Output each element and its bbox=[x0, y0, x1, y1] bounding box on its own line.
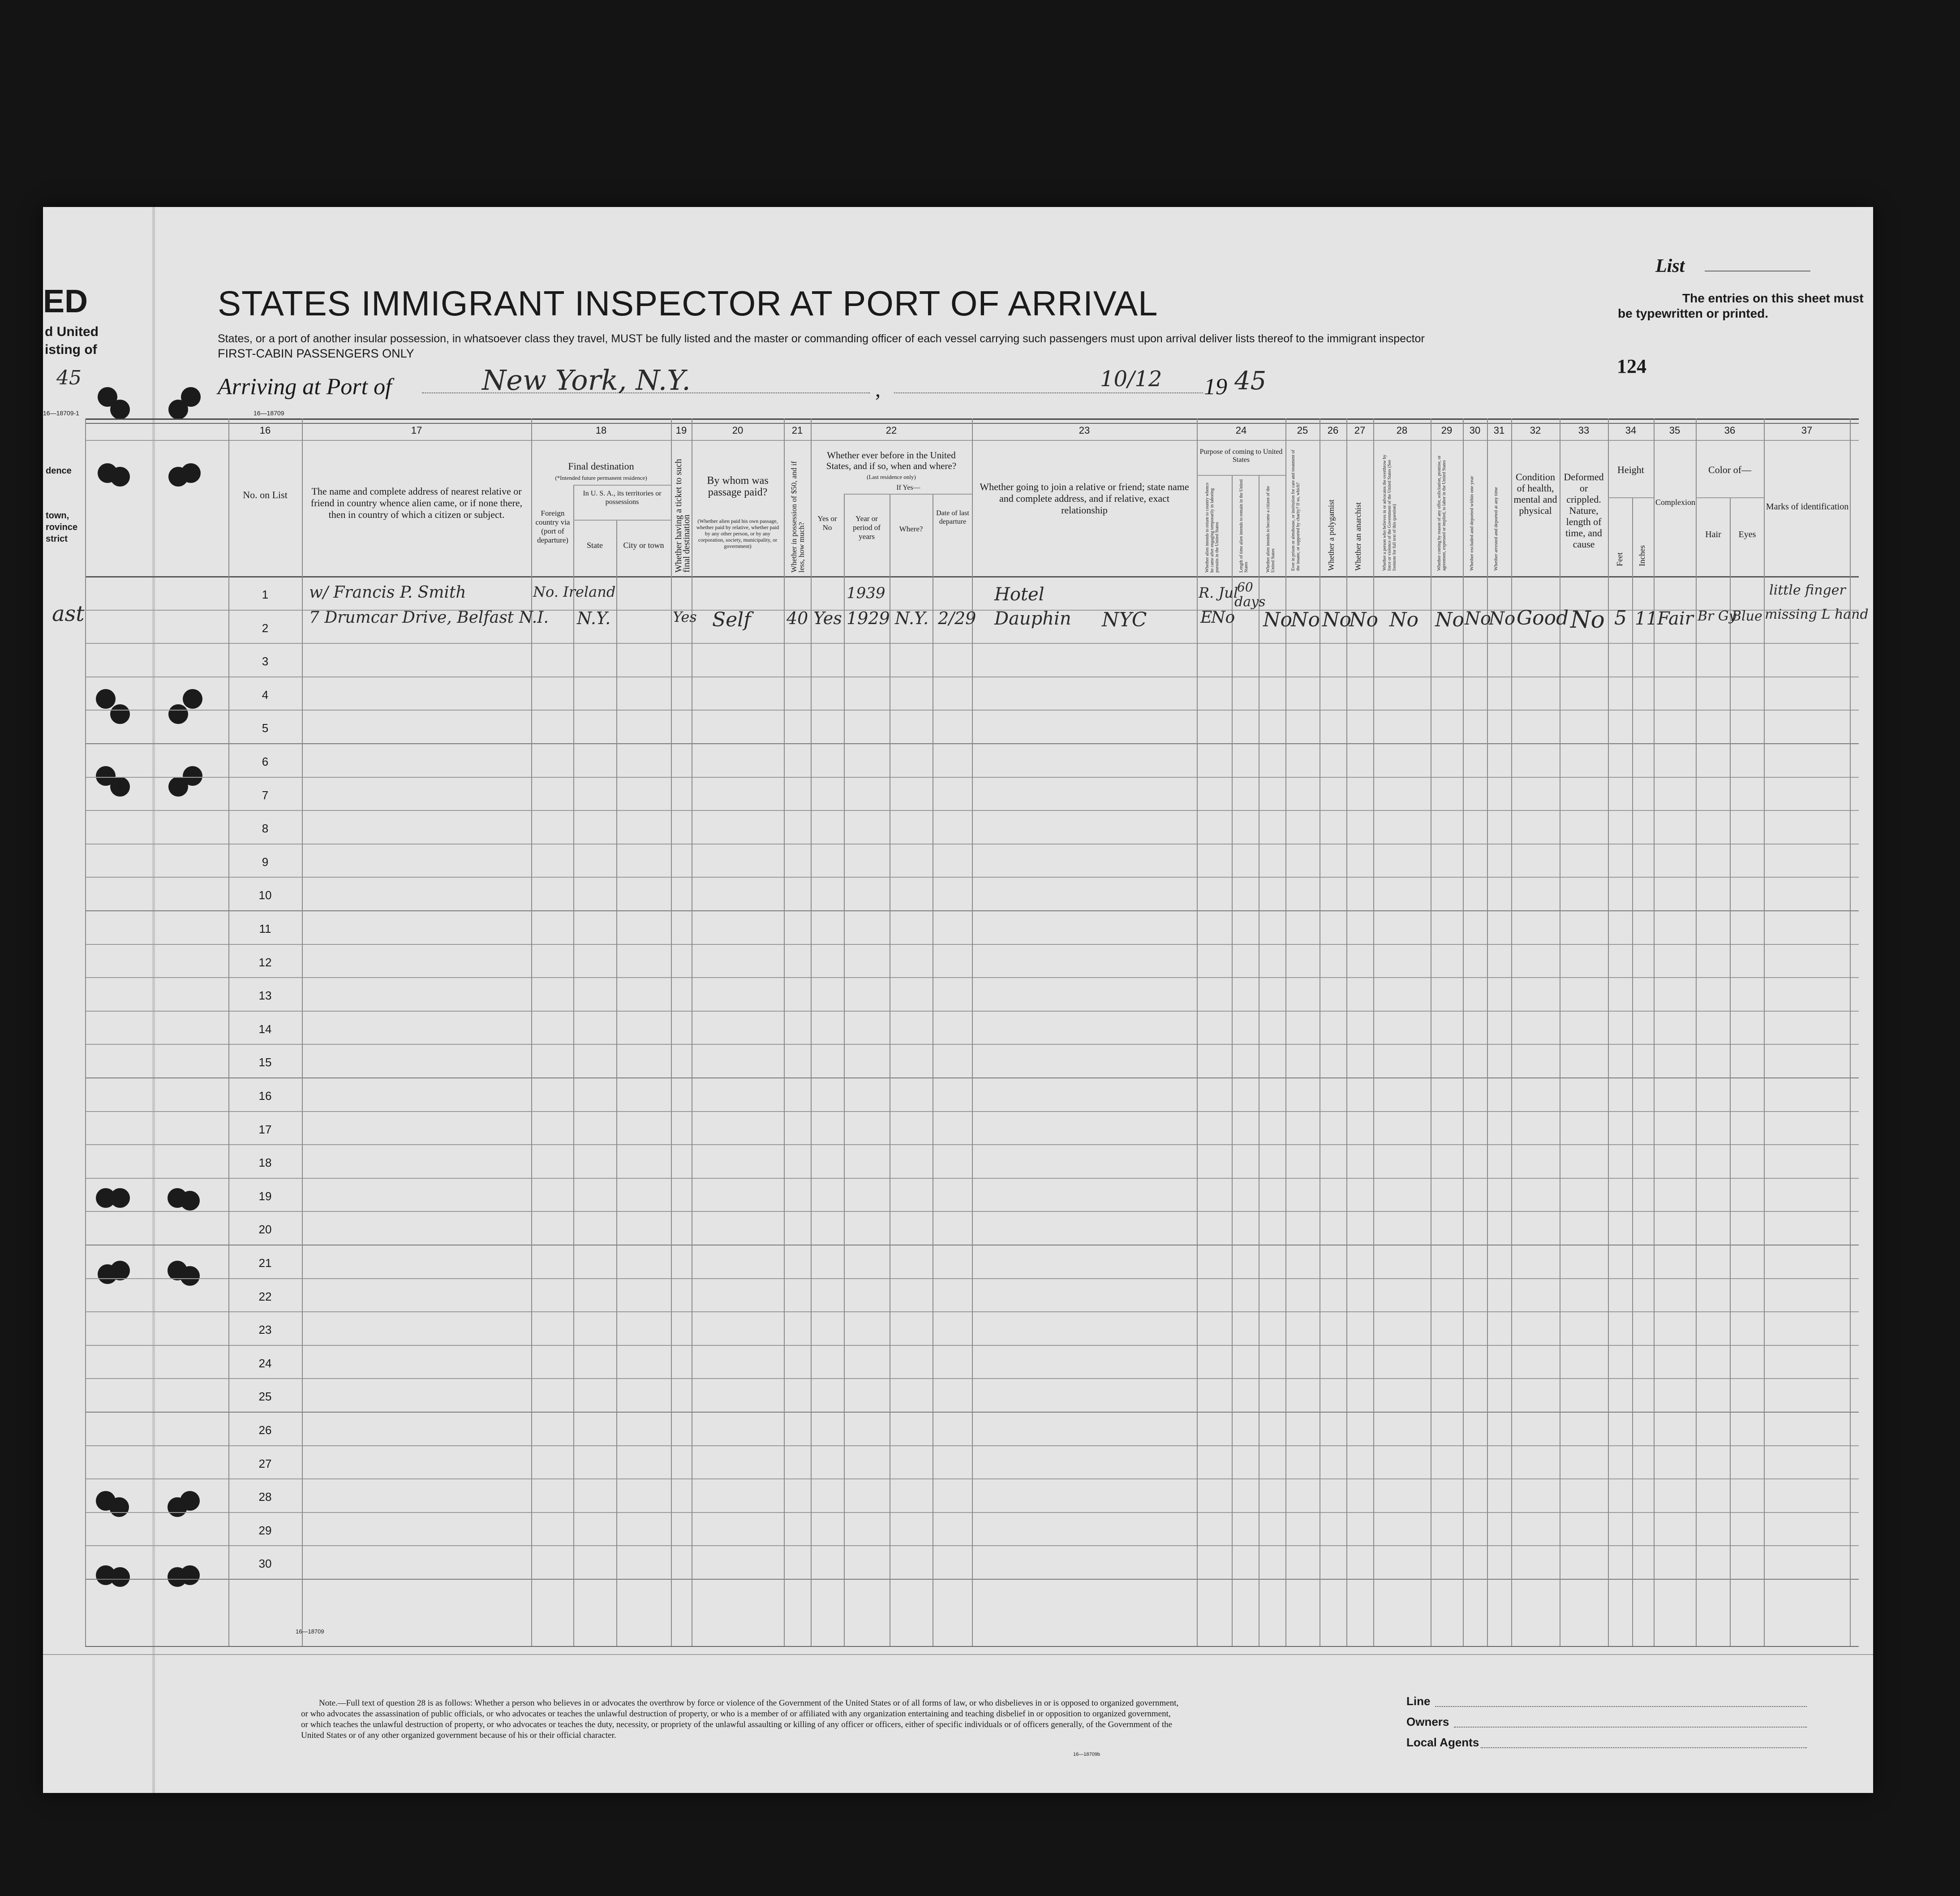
header-height: Height bbox=[1617, 464, 1644, 475]
sheet-number: 124 bbox=[1617, 355, 1646, 377]
row-number: 22 bbox=[258, 1290, 272, 1303]
row-number: 24 bbox=[258, 1357, 272, 1370]
stub-residence: dence bbox=[46, 466, 72, 476]
port-value: New York, N.Y. bbox=[482, 364, 691, 396]
row-number: 27 bbox=[258, 1457, 272, 1470]
stub-town-1: town, bbox=[46, 511, 69, 521]
header-paid-by: By whom was passage paid? bbox=[707, 475, 769, 498]
header-hair: Hair bbox=[1705, 530, 1721, 539]
col-num-35: 35 bbox=[1669, 425, 1681, 436]
col-num-16: 16 bbox=[259, 425, 271, 436]
list-label: List bbox=[1655, 256, 1685, 276]
footnote-question-28: Note.—Full text of question 28 is as follows: Whether a person who believes in or advocates the overthrow by force or violence of the Government of the United States or of all forms of law, or who disbelieves in or is opposed to organized government, or who advocates the assassination of public officials, or who advocates or teaches the unlawful destruction of property, or who is a member of or affiliated with any organization entertaining and teaching disbelief in or opposition to organized government, or which teaches the unlawful destruction of property, or who advocates or teaches the duty, necessity, or propriety of the unlawful assaulting or killing of any officer or officers, either of specific individuals or of officers generally, of the Government of the United States or of any other organized government because of his or their official character. bbox=[301, 1698, 1179, 1740]
entries-note-2: be typewritten or printed. bbox=[1618, 306, 1769, 320]
row-number: 29 bbox=[258, 1524, 272, 1537]
header-city: City or town bbox=[623, 541, 664, 550]
col-num-22: 22 bbox=[885, 425, 897, 436]
entry-ever-before: Yes bbox=[813, 608, 842, 628]
entry-marks-1: little finger bbox=[1769, 582, 1846, 598]
row-number: 30 bbox=[258, 1557, 272, 1570]
manifest-table bbox=[85, 418, 1869, 1646]
entry-length-1: 60 bbox=[1237, 580, 1253, 595]
row-number: 3 bbox=[262, 655, 269, 668]
col-num-29: 29 bbox=[1441, 425, 1453, 436]
header-ever-before-sub: (Last residence only) bbox=[867, 474, 916, 480]
footer-line-label: Line bbox=[1406, 1694, 1431, 1708]
col-num-24: 24 bbox=[1235, 425, 1247, 436]
header-purpose-length: Length of time alien intends to remain in the United States bbox=[1239, 479, 1249, 573]
stub-handwritten: ast bbox=[52, 601, 85, 626]
header-labor-offer: Whether coming by reason of any offer, solicitation, promise, or agreement, expressed or implied, to labor in the United States bbox=[1437, 455, 1447, 571]
entry-arrested: No bbox=[1489, 608, 1516, 629]
col-num-30: 30 bbox=[1469, 425, 1481, 436]
header-ever-before: Whether ever before in the United States, and if so, when and where? bbox=[826, 450, 957, 471]
col-num-23: 23 bbox=[1079, 425, 1090, 436]
col-num-25: 25 bbox=[1297, 425, 1308, 436]
row-number: 18 bbox=[258, 1156, 272, 1169]
row-number: 23 bbox=[258, 1323, 272, 1336]
header-color: Color of— bbox=[1708, 464, 1751, 475]
entry-paid-by: Self bbox=[712, 608, 751, 631]
header-ticket: Whether having a ticket to such final destination bbox=[674, 459, 692, 573]
row-number: 15 bbox=[258, 1056, 272, 1069]
row-number: 14 bbox=[258, 1022, 272, 1036]
entry-feet: 5 bbox=[1614, 607, 1627, 629]
header-overthrow: Whether a person who believes in or advocates the overthrow by force or violence of the Government of the United States (See footnote for full text of this question) bbox=[1382, 454, 1397, 571]
row-number: 11 bbox=[259, 922, 271, 935]
col-num-21: 21 bbox=[791, 425, 803, 436]
header-join-relative: Whether going to join a relative or friend; state name and complete address, and if relative, exact relationship bbox=[980, 481, 1189, 516]
entry-eyes: Blue bbox=[1732, 608, 1762, 624]
row-number: 2 bbox=[262, 621, 269, 635]
footer-agents-label: Local Agents bbox=[1406, 1736, 1479, 1749]
header-foreign-country: Foreign country via (port of departure) bbox=[535, 509, 570, 544]
entry-year-2: 1929 bbox=[847, 608, 890, 628]
entry-money: 40 bbox=[787, 608, 808, 628]
entry-purpose-no: No bbox=[1211, 608, 1235, 627]
entry-marks-2: missing L hand bbox=[1765, 607, 1869, 622]
header-date-departure: Date of last departure bbox=[936, 509, 969, 526]
col-num-20: 20 bbox=[732, 425, 744, 436]
header-health: Condition of health, mental and physical bbox=[1513, 471, 1557, 516]
header-excluded: Whether excluded and deported within one year bbox=[1469, 476, 1474, 571]
header-purpose-return: Whether alien intends to return to country whence he came after engaging temporarily in laboring pursuits in the United States bbox=[1205, 483, 1220, 573]
entry-join-line-2: Dauphin bbox=[994, 608, 1071, 629]
row-number: 9 bbox=[262, 855, 269, 869]
entry-foreign-country: No. Ireland bbox=[533, 583, 616, 600]
page-title: STATES IMMIGRANT INSPECTOR AT PORT OF ARRIVAL bbox=[218, 284, 1158, 323]
stub-title-fragment: ED bbox=[43, 284, 88, 319]
col-num-31: 31 bbox=[1493, 425, 1505, 436]
col-num-26: 26 bbox=[1327, 425, 1339, 436]
entry-purpose-2: E bbox=[1200, 608, 1212, 627]
entry-deformed: No bbox=[1570, 607, 1605, 633]
col-num-37: 37 bbox=[1801, 425, 1813, 436]
header-prison: Ever in prison or almshouse, or institution for care and treatment of the insane, or supported by charity? If so, which? bbox=[1291, 450, 1301, 571]
row-number: 16 bbox=[258, 1089, 272, 1103]
header-inches: Inches bbox=[1638, 545, 1646, 566]
form-code-small: 16—18709 bbox=[254, 409, 284, 417]
row-number: 8 bbox=[262, 822, 269, 835]
row-number: 6 bbox=[262, 755, 269, 768]
entry-labor-offer: No bbox=[1435, 608, 1464, 631]
col-num-18: 18 bbox=[595, 425, 607, 436]
entry-complexion: Fair bbox=[1657, 608, 1694, 629]
row-number: 26 bbox=[258, 1423, 272, 1437]
row-number: 21 bbox=[258, 1256, 272, 1270]
entry-purpose-1: R. Jul bbox=[1199, 584, 1238, 601]
header-where: Where? bbox=[899, 525, 923, 533]
footer-owners-rule bbox=[1454, 1727, 1807, 1728]
stub-line-1: d United bbox=[45, 324, 99, 339]
form-code-bottom: 16—18709 bbox=[296, 1628, 324, 1635]
row-number: 28 bbox=[258, 1490, 272, 1504]
row-number: 4 bbox=[262, 688, 269, 702]
entry-health: Good bbox=[1517, 607, 1569, 629]
header-feet: Feet bbox=[1615, 552, 1624, 566]
year-suffix: 45 bbox=[1234, 366, 1267, 396]
entry-date-departure: 2/29 bbox=[938, 608, 976, 628]
col-num-36: 36 bbox=[1724, 425, 1736, 436]
row-number: 13 bbox=[258, 989, 272, 1002]
entry-prison: No bbox=[1291, 608, 1320, 631]
entry-year-1: 1939 bbox=[847, 584, 885, 602]
header-paid-by-sub: (Whether alien paid his own passage, whether paid by relative, whether paid by any other person, or by any corporation, society, municipality, or government) bbox=[696, 518, 779, 549]
col-num-33: 33 bbox=[1578, 425, 1590, 436]
footer-agents-rule bbox=[1481, 1747, 1807, 1748]
row-number: 17 bbox=[258, 1123, 272, 1136]
punch-hole bbox=[181, 387, 201, 407]
col-num-19: 19 bbox=[675, 425, 687, 436]
row-number: 19 bbox=[258, 1189, 272, 1203]
footnote-code: 16—18709b bbox=[1073, 1752, 1100, 1757]
entry-hair: Br Gy bbox=[1698, 608, 1736, 624]
entry-overthrow: No bbox=[1389, 608, 1418, 631]
header-nearest-relative: The name and complete address of nearest relative or friend in country whence alien came, or if none there, then in country of which a citizen or subject. bbox=[310, 486, 523, 520]
entry-state: N.Y. bbox=[577, 608, 611, 628]
entry-where: N.Y. bbox=[895, 608, 929, 628]
manifest-sheet bbox=[43, 207, 1873, 1793]
year-prefix: 19 bbox=[1204, 374, 1227, 400]
stub-town-2: rovince bbox=[46, 522, 78, 532]
comma: , bbox=[875, 378, 881, 401]
footer-owners-label: Owners bbox=[1406, 1715, 1449, 1728]
col-num-17: 17 bbox=[411, 425, 422, 436]
header-final-destination: Final destination bbox=[568, 461, 634, 472]
header-in-usa: In U. S. A., its territories or possessions bbox=[583, 490, 662, 506]
header-purpose-citizen: Whether alien intends to become a citizen of the United States bbox=[1266, 486, 1276, 573]
row-number: 10 bbox=[258, 888, 272, 902]
arriving-label: Arriving at Port of bbox=[218, 374, 392, 400]
header-purpose: Purpose of coming to United States bbox=[1199, 448, 1283, 464]
header-polygamist: Whether a polygamist bbox=[1327, 500, 1336, 571]
stub-town-3: strict bbox=[46, 534, 68, 544]
entry-citizen: No bbox=[1263, 608, 1292, 631]
date-line bbox=[894, 392, 1203, 393]
row-number: 12 bbox=[258, 956, 272, 969]
col-num-32: 32 bbox=[1530, 425, 1541, 436]
header-marks: Marks of identification bbox=[1766, 502, 1849, 512]
col-num-28: 28 bbox=[1396, 425, 1408, 436]
entry-relative-line-1: w/ Francis P. Smith bbox=[309, 583, 466, 602]
instruction-text: States, or a port of another insular possession, in whatsoever class they travel, MUST be fully listed and the master or commanding officer of each vessel carrying such passengers must upon arrival deliver lists thereof to the immigrant inspector bbox=[218, 332, 1425, 345]
row-number: 20 bbox=[258, 1223, 272, 1236]
entry-length-2: days bbox=[1234, 594, 1266, 610]
entry-excluded: No bbox=[1465, 608, 1491, 629]
entry-inches: 11 bbox=[1635, 608, 1658, 629]
row-number: 5 bbox=[262, 721, 269, 735]
header-year-period: Year or period of years bbox=[853, 514, 881, 541]
row-number: 1 bbox=[262, 588, 269, 601]
entry-join-line-1: Hotel bbox=[994, 584, 1044, 605]
header-fifty-dollars: Whether in possession of $50, and if less, how much? bbox=[790, 461, 806, 573]
header-state: State bbox=[587, 541, 603, 550]
header-final-destination-sub: (*Intended future permanent residence) bbox=[555, 474, 647, 481]
punch-hole bbox=[110, 400, 130, 419]
row-number: 7 bbox=[262, 789, 269, 802]
header-deformed: Deformed or crippled. Nature, length of time, and cause bbox=[1564, 471, 1604, 550]
header-complexion: Complexion bbox=[1655, 498, 1695, 507]
entries-note-1: The entries on this sheet must bbox=[1682, 291, 1864, 305]
footer-line-rule bbox=[1435, 1706, 1807, 1707]
col-num-34: 34 bbox=[1625, 425, 1637, 436]
form-code-top: 16—18709-1 bbox=[43, 409, 79, 417]
header-yes-or-no: Yes or No bbox=[817, 514, 837, 532]
stub-line-2: isting of bbox=[45, 342, 97, 357]
entry-anarchist: No bbox=[1349, 608, 1378, 631]
entry-ticket: Yes bbox=[673, 608, 697, 625]
entry-join-city: NYC bbox=[1102, 608, 1147, 631]
date-value: 10/12 bbox=[1100, 366, 1162, 392]
stub-year-fragment: 45 bbox=[56, 366, 82, 389]
header-anarchist: Whether an anarchist bbox=[1354, 502, 1363, 571]
header-arrested: Whether arrested and deported at any time bbox=[1493, 487, 1499, 571]
col-num-27: 27 bbox=[1354, 425, 1366, 436]
entry-polygamist: No bbox=[1322, 608, 1351, 631]
header-eyes: Eyes bbox=[1738, 530, 1756, 539]
header-if-yes: If Yes— bbox=[896, 484, 920, 491]
passenger-class: FIRST-CABIN PASSENGERS ONLY bbox=[218, 347, 414, 360]
entry-relative-line-2: 7 Drumcar Drive, Belfast N.I. bbox=[309, 608, 549, 627]
row-number: 25 bbox=[258, 1390, 272, 1403]
header-no-on-list: No. on List bbox=[243, 489, 288, 500]
